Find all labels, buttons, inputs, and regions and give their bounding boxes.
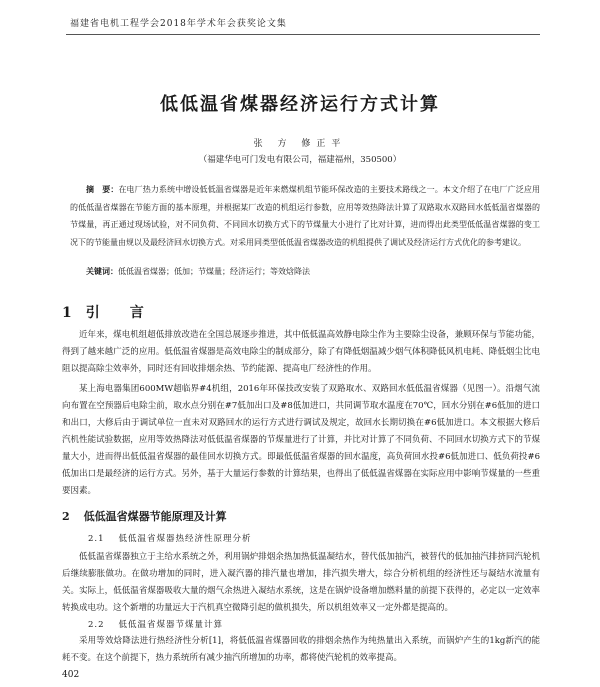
subsection-title: 低低温省煤器节煤量计算 [118, 620, 224, 630]
section-title: 引 言 [85, 305, 152, 321]
header-rule [66, 34, 540, 35]
paragraph-intro-1: 近年来，煤电机组超低排放改造在全国总展逐步推进，其中低低温高效静电除尘作为主要除尘设备，兼顾环保与节能功能，得到了越来越广泛的应用。低低温省煤器是高效电除尘的制成部分，除了有降低烟温减少烟气体积降低风机电耗、降低烟尘比电阻以提高除尘效率外，同时还有回收排烟余热、节约能源、提高电厂经济性的作用。 [62, 330, 540, 374]
page-number: 402 [62, 670, 80, 680]
paragraph-intro-2: 某上海电器集团600MW超临界#4机组，2016年环保技改安装了双路取水、双路回水低低温省煤器（见图一）。沿烟气流向布置在空预器后电除尘前，取水点分别在#7低加出口及#8低加进口，共同调节取水温度在70℃，回水分别在#6低加的进口和出口，大修后由于调试单位一直未对双路回水的运行方式进行调试及规定，故回水长期切换在#6低加进口。本文根据大修后汽机性能试验数据，应用等效热降法对低低温省煤器的节煤量进行了计算，并比对计算了不同负荷、不同回水切换方式下的节煤量大小，进而得出低低温省煤器的最佳回水切换方式。即最低低温省煤器的回水温度，高负荷回水投#6低加进口、低负荷投#6低加出口是最经济的运行方式。另外，基于大量运行参数的计算结果，也得出了低低温省煤器在实际应用中影响节煤量的一些重要因素。 [62, 384, 540, 496]
subsection-heading-2-2 [88, 618, 223, 630]
subsection-number: 2.1 [88, 534, 105, 544]
running-head: 福建省电机工程学会2018年学术年会获奖论文集 [70, 19, 287, 29]
subsection-title: 低低温省煤器热经济性原理分析 [118, 534, 252, 544]
abstract-label: 摘 要： [86, 184, 119, 194]
abstract [70, 181, 540, 251]
keywords-label: 关键词： [86, 266, 118, 276]
section-heading-1 [62, 302, 152, 322]
subsection-heading-2-1 [88, 532, 252, 544]
paragraph-principle: 低低温省煤器独立于主给水系统之外，利用锅炉排烟余热加热低温凝结水，替代低加抽汽，被替代的低加抽汽排挤同汽轮机后继续膨胀做功。在做功增加的同时，进入凝汽器的排汽量也增加，排汽损失增大，综合分析机组的经济性还与凝结水流量有关。实际上，低低温省煤器吸收大量的烟气余热进入凝结水系统，这是在锅炉设备增加燃料量的前提下获得的，必定以一定效率转换成电功。这个新增的功量远大于汽机真空微降引起的做机损失，所以机组效率又一定外都是提高的。 [62, 552, 540, 613]
section-number: 2 [62, 510, 70, 523]
paper-title: 低低温省煤器经济运行方式计算 [160, 94, 440, 115]
abstract-body [70, 181, 540, 251]
subsection-number: 2.2 [88, 620, 105, 630]
keywords [86, 266, 540, 277]
section-heading-2 [62, 508, 227, 524]
affiliation: （福建华电可门发电有限公司，福建福州，350500） [198, 155, 402, 165]
authors: 张 方 修正平 [253, 139, 347, 149]
section-title: 低低温省煤器节能原理及计算 [83, 510, 227, 523]
section-number: 1 [62, 305, 80, 321]
abstract-text: 在电厂热力系统中增设低低温省煤器是近年来燃煤机组节能环保改造的主要技术路线之一。本文介绍了在电厂广泛应用的低低温省煤器在节能方面的基本原理，并根据某厂改造的机组运行参数，应用等效热降法计算了双路取水双路回水低低温省煤器的节煤量，再正通过现场试验，对不同负荷、不同回水切换方式下的节煤量大小进行了比对计算，进而得出此类型低低温省煤器的变工况下的节能量由规以及最经济回水切换方式。对采用同类型低低温省煤器改造的机组提供了调试及经济运行方式优化的参考建议。 [70, 185, 540, 247]
keywords-text: 低低温省煤器；低加；节煤量；经济运行；等效焓降法 [118, 267, 310, 276]
paragraph-calculation: 采用等效焓降法进行热经济性分析[1]，将低低温省煤器回收的排烟余热作为纯热量出入系统，而锅炉产生的1kg新汽的能耗不变。在这个前提下，热力系统所有减少抽汽所增加的功率，都将使汽轮机的效率提高。 [62, 636, 540, 663]
